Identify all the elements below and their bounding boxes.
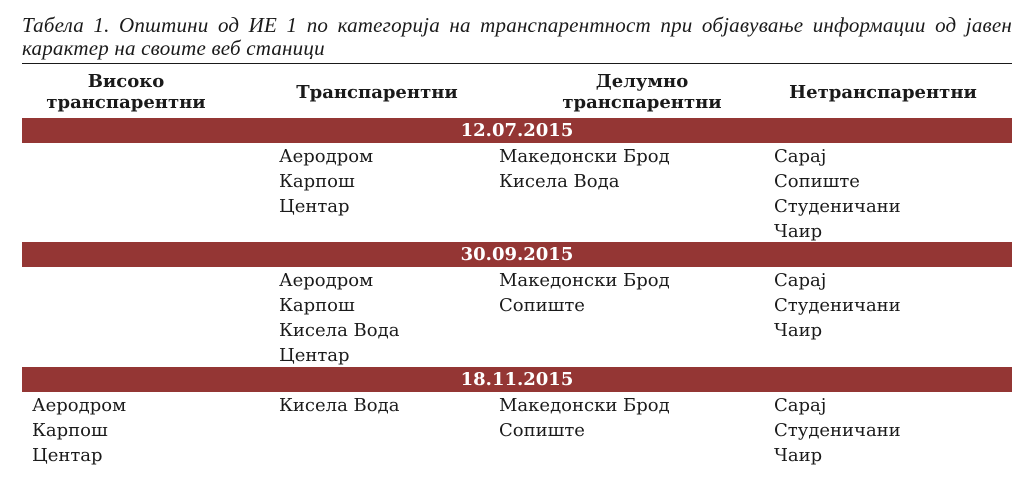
municipality-item: Аеродром xyxy=(279,146,374,167)
header-highly-transparent xyxy=(22,66,230,118)
category-column xyxy=(499,144,670,194)
category-column xyxy=(32,393,126,468)
table-header xyxy=(22,66,1012,118)
municipality-item: Центар xyxy=(279,345,350,366)
municipality-item: Чаир xyxy=(774,445,823,466)
date-band: 12.07.2015 xyxy=(22,118,1012,143)
category-column xyxy=(279,393,399,418)
municipality-item: Сарај xyxy=(774,395,827,416)
header-highly-transparent-line2: транспарентни xyxy=(46,92,206,113)
municipality-item: Сопиште xyxy=(499,295,585,316)
municipality-item: Центар xyxy=(32,445,103,466)
municipality-item: Сарај xyxy=(774,270,827,291)
header-transparent-line1: Транспарентни xyxy=(296,81,458,103)
municipality-item: Кисела Вода xyxy=(279,395,400,416)
category-column xyxy=(279,268,399,368)
municipality-item: Центар xyxy=(279,196,350,217)
header-transparent xyxy=(272,66,482,118)
date-band: 30.09.2015 xyxy=(22,242,1012,267)
municipality-item: Студеничани xyxy=(774,196,901,217)
municipality-item: Студеничани xyxy=(774,420,901,441)
category-column xyxy=(499,268,670,318)
header-partially-transparent xyxy=(524,66,760,118)
header-highly-transparent-line1: Високо xyxy=(87,71,165,92)
date-band: 18.11.2015 xyxy=(22,367,1012,392)
category-column xyxy=(774,393,901,468)
municipality-item: Македонски Брод xyxy=(499,146,670,167)
municipality-item: Аеродром xyxy=(32,395,127,416)
municipality-item: Македонски Брод xyxy=(499,270,670,291)
municipality-item: Сопиште xyxy=(774,171,860,192)
header-partially-transparent-line2: транспарентни xyxy=(562,92,722,113)
category-column xyxy=(279,144,373,219)
municipality-item: Сопиште xyxy=(499,420,585,441)
header-non-transparent-line1: Нетранспарентни xyxy=(789,81,977,103)
municipality-item: Кисела Вода xyxy=(279,320,400,341)
category-column xyxy=(774,268,901,343)
header-non-transparent xyxy=(774,66,992,118)
municipality-item: Сарај xyxy=(774,146,827,167)
municipality-item: Студеничани xyxy=(774,295,901,316)
municipality-item: Карпош xyxy=(32,420,108,441)
caption-rule xyxy=(22,63,1012,64)
municipality-item: Аеродром xyxy=(279,270,374,291)
municipality-item: Кисела Вода xyxy=(499,171,620,192)
table-caption: Табела 1. Општини од ИЕ 1 по категорија на транспарентност при објавување информации од јавен карактер на своите веб станици xyxy=(22,13,1012,60)
municipality-item: Чаир xyxy=(774,221,823,242)
municipality-item: Македонски Брод xyxy=(499,395,670,416)
category-column xyxy=(499,393,670,443)
category-column xyxy=(774,144,901,244)
header-partially-transparent-line1: Делумно xyxy=(595,71,689,92)
municipality-item: Карпош xyxy=(279,171,355,192)
municipality-item: Чаир xyxy=(774,320,823,341)
municipality-item: Карпош xyxy=(279,295,355,316)
